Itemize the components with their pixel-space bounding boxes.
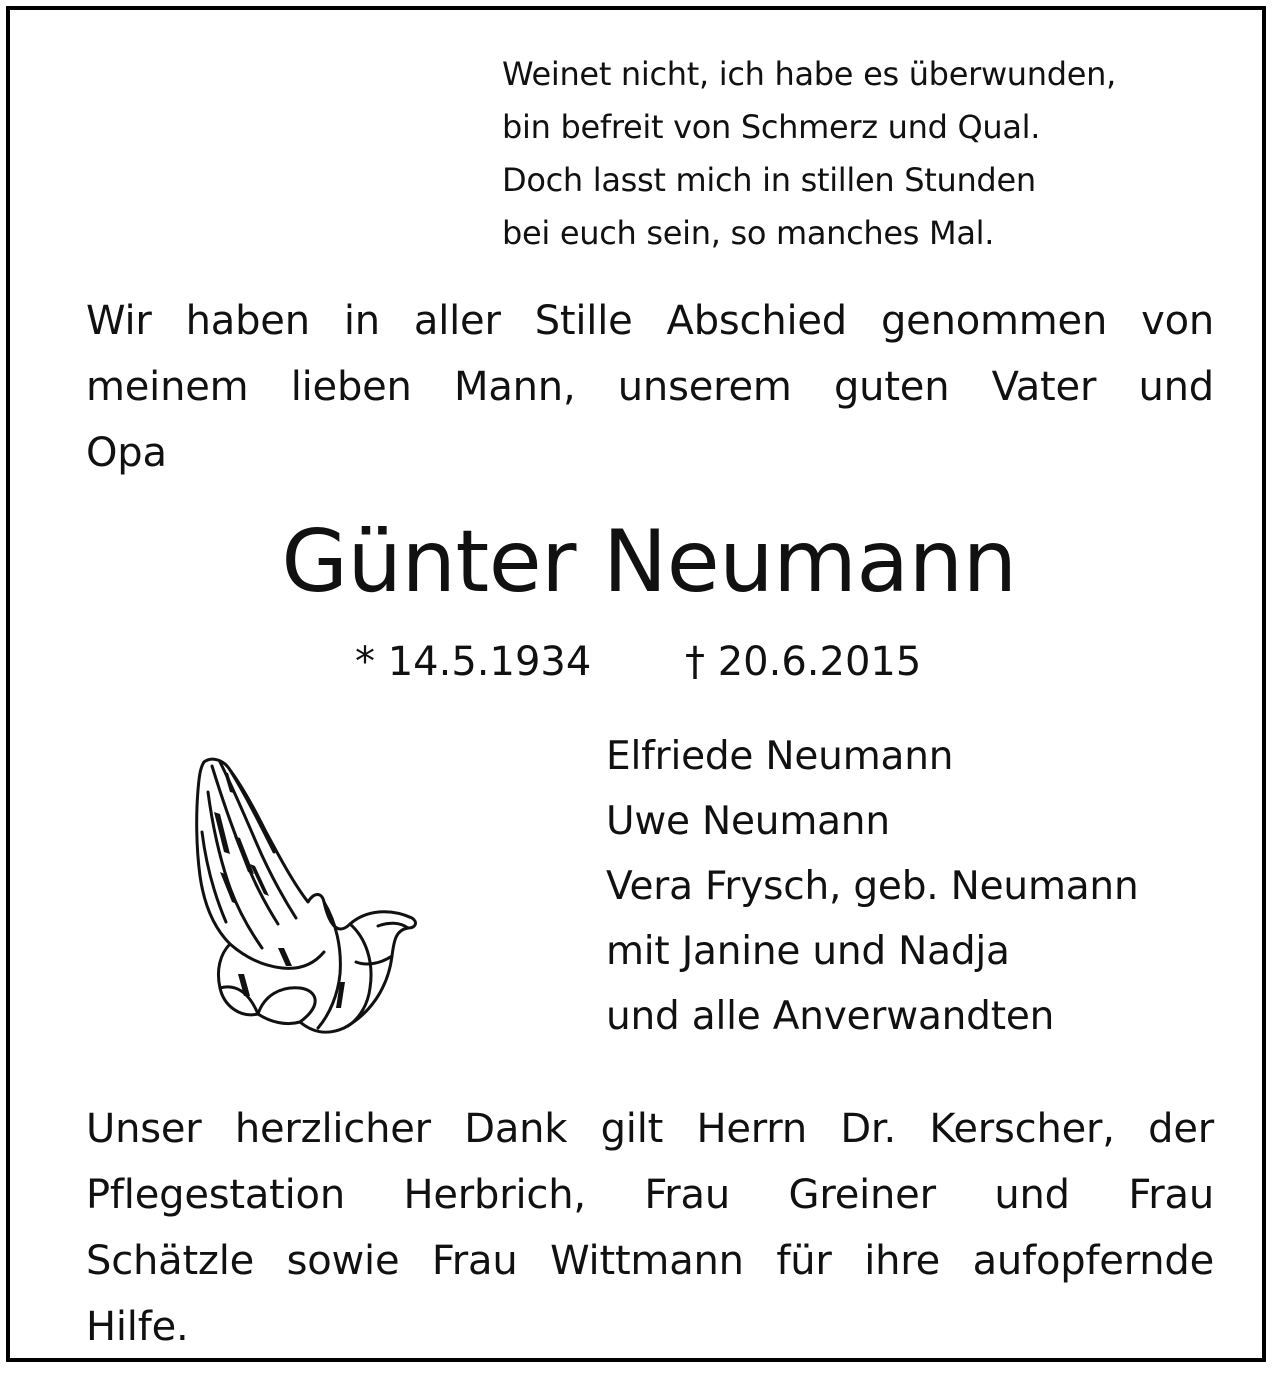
poem-line: Doch lasst mich in stillen Stunden (502, 161, 1036, 199)
poem-line: Weinet nicht, ich habe es überwunden, (502, 55, 1117, 93)
birth-date: * 14.5.1934 (355, 639, 592, 685)
poem (502, 48, 1242, 260)
intro-line: meinem lieben Mann, unserem guten Vater und (86, 364, 1214, 410)
mourner-name: mit Janine und Nadja (606, 929, 1010, 974)
thanks-line: Schätzle sowie Frau Wittmann für ihre aufopfernde (86, 1238, 1214, 1284)
deceased-name: Günter Neumann (281, 512, 1017, 612)
thanks-line: Unser herzlicher Dank gilt Herrn Dr. Kerscher, der (86, 1106, 1214, 1152)
mourner-name: Uwe Neumann (606, 799, 890, 844)
praying-hands-icon (190, 752, 422, 1036)
death-date: † 20.6.2015 (685, 639, 922, 685)
thanks-text (86, 1096, 1214, 1360)
mourner-name: Elfriede Neumann (606, 734, 954, 779)
intro-text (86, 288, 1214, 486)
thanks-line: Pflegestation Herbrich, Frau Greiner und Frau (86, 1172, 1214, 1218)
mourner-name: und alle Anverwandten (606, 994, 1055, 1039)
mourners-list (606, 724, 1246, 1049)
obituary-frame (6, 6, 1266, 1362)
thanks-line: Hilfe. (86, 1304, 189, 1350)
poem-line: bei euch sein, so manches Mal. (502, 214, 995, 252)
mourner-name: Vera Frysch, geb. Neumann (606, 864, 1139, 909)
poem-line: bin befreit von Schmerz und Qual. (502, 108, 1041, 146)
intro-line: Opa (86, 430, 167, 476)
intro-line: Wir haben in aller Stille Abschied genommen von (86, 298, 1214, 344)
